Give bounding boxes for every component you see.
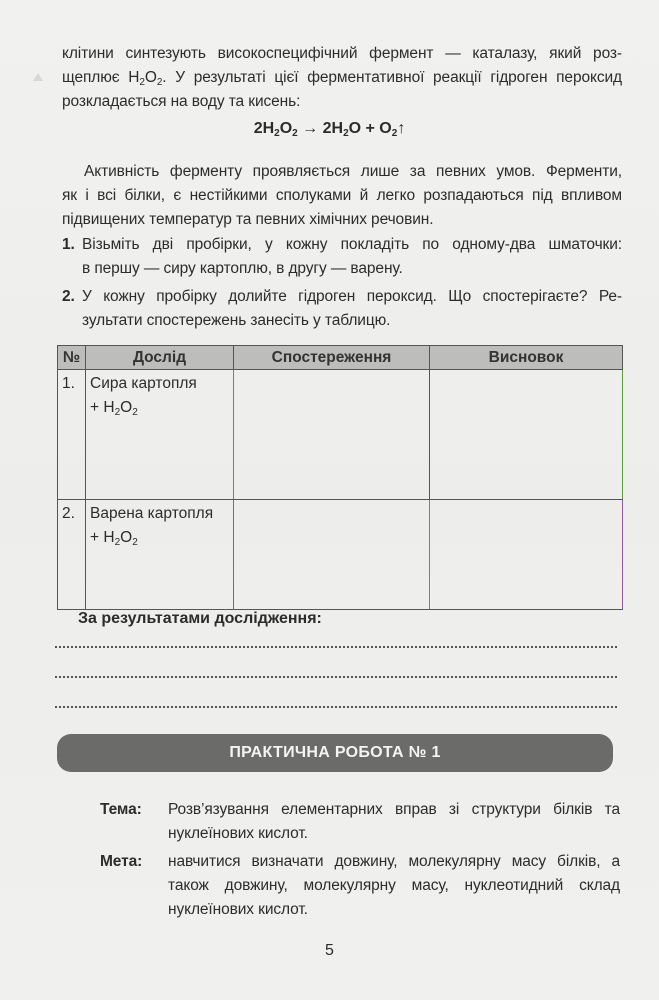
goal-text: навчитися визначати довжину, молекулярну масу білків, а також довжину, молекулярну масу, нуклеотидний склад нуклеїнових кислот. <box>168 853 620 918</box>
step-1 <box>62 233 622 281</box>
goal-label: Мета: <box>100 853 143 870</box>
goal-field <box>100 850 620 922</box>
margin-triangle-icon <box>33 73 43 81</box>
table-row <box>58 370 623 500</box>
answer-line-3[interactable] <box>55 706 617 708</box>
experiment-cell: Варена картопля + $H_2O_2$ <box>86 500 234 610</box>
enzyme-line-1: Активність ферменту проявляється лише за певних умов. Ферменти, <box>84 163 622 180</box>
step-1-line-2: в першу — сиру картоплю, в другу — варену. <box>82 260 403 277</box>
topic-field <box>100 798 620 846</box>
conclusion-cell[interactable] <box>430 370 623 500</box>
row-number: 2. <box>58 500 86 610</box>
table-header-row <box>58 346 623 370</box>
topic-text: Розв’язування елементарних вправ зі структури білків та нуклеїнових кислот. <box>168 801 620 842</box>
results-heading: За результатами дослідження: <box>78 610 322 627</box>
step-number: 1. <box>62 236 75 253</box>
step-2 <box>62 285 622 333</box>
enzyme-paragraph <box>62 160 622 232</box>
conclusion-cell[interactable] <box>430 500 623 610</box>
row-number: 1. <box>58 370 86 500</box>
observations-table <box>57 345 623 610</box>
enzyme-line-3: підвищених температур та певних хімічних речовин. <box>62 211 434 228</box>
experiment-cell: Сира картопля + $H_2O_2$ <box>86 370 234 500</box>
step-1-line-1: Візьміть дві пробірки, у кожну покладіть по одному-два шматочки: <box>82 236 622 253</box>
reaction-formula: $2H_2O_2 \to 2H_2O$ + $O_2↑$ <box>253 120 406 139</box>
header-number: № <box>58 346 86 370</box>
step-2-line-2: зультати спостережень занесіть у таблицю. <box>82 312 391 329</box>
intro-line-3: розкладається на воду та кисень: <box>62 93 301 110</box>
intro-line-1: клітини синтезують високоспецифічний фермент — каталазу, який роз- <box>62 45 622 62</box>
answer-line-1[interactable] <box>55 646 617 648</box>
table-row <box>58 500 623 610</box>
intro-line-2: щеплює $H_2O_2$. У результаті цієї ферментативної реакції гідроген пероксид <box>62 69 622 88</box>
observation-cell[interactable] <box>234 370 430 500</box>
step-number: 2. <box>62 288 75 305</box>
header-observation: Спостереження <box>234 346 430 370</box>
observation-cell[interactable] <box>234 500 430 610</box>
header-conclusion: Висновок <box>430 346 623 370</box>
header-experiment: Дослід <box>86 346 234 370</box>
step-2-line-1: У кожну пробірку долийте гідроген пероксид. Що спостерігаєте? Ре- <box>82 288 622 305</box>
answer-line-2[interactable] <box>55 676 617 678</box>
topic-label: Тема: <box>100 801 142 818</box>
page-number: 5 <box>325 942 334 959</box>
enzyme-line-2: як і всі білки, є нестійкими сполуками й легко розпадаються під впливом <box>62 187 622 204</box>
intro-paragraph <box>62 42 622 114</box>
practical-work-banner: ПРАКТИЧНА РОБОТА № 1 <box>57 734 613 772</box>
